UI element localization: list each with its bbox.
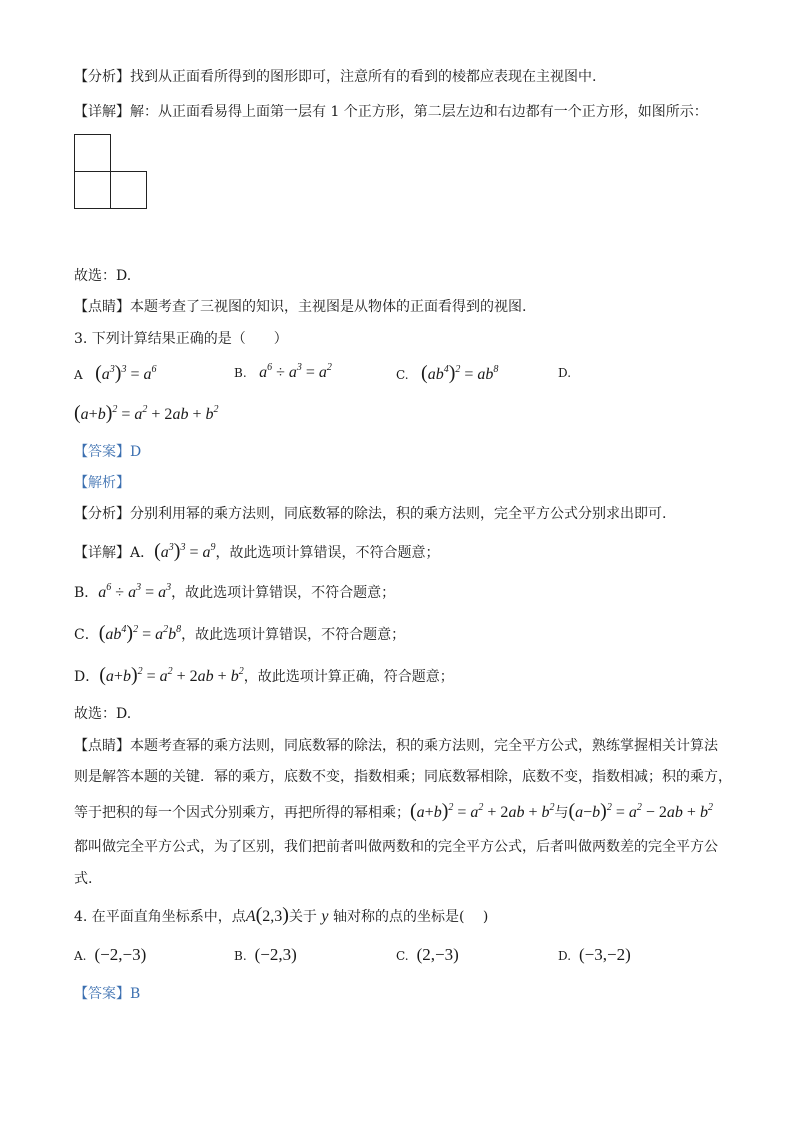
q3-option-b: B. $a^6 \div a^3 = a^2$ <box>234 362 332 381</box>
q3-detail-a: 【详解】A．$(a^3)^3 = a^9$，故此选项计算错误，不符合题意； <box>74 540 440 562</box>
front-view-figure <box>74 134 150 214</box>
q3-detail-b: B．$a^6 \div a^3 = a^3$，故此选项计算错误，不符合题意； <box>74 582 396 601</box>
q3-option-d-formula: $(a+b)^2 = a^2 + 2ab + b^2$ <box>74 402 219 424</box>
figure-bottom-right-square <box>110 171 147 209</box>
q3-comment-line-5: 式. <box>74 871 93 887</box>
figure-bottom-left-square <box>74 171 111 209</box>
q3-option-c: C. $(ab^4)^2 = ab^8$ <box>396 362 499 384</box>
q3-comment-line-2: 则是解答本题的关键．幂的乘方，底数不变，指数相乘；同底数幂相除，底数不变，指数相减；积的乘方， <box>74 769 732 785</box>
q2-comment: 【点睛】本题考查了三视图的知识，主视图是从物体的正面看得到的视图. <box>74 299 527 315</box>
q4-option-d: D. (−3,−2) <box>558 945 631 964</box>
figure-top-square <box>74 134 111 172</box>
q3-comment-line-3: 等于把积的每一个因式分别乘方，再把所得的幂相乘；$(a+b)^2 = a^2 + 2ab + b^2$与$(a-b)^2 = a^2 - 2ab + b^2$ <box>74 800 713 822</box>
q2-choose: 故选：D. <box>74 268 132 284</box>
q3-comment-line-4: 都叫做完全平方公式，为了区别，我们把前者叫做两数和的完全平方公式，后者叫做两数差的完全平方公 <box>74 839 718 855</box>
q4-option-c: C. (2,−3) <box>396 945 459 964</box>
q3-detail-c: C．$(ab^4)^2 = a^2b^8$，故此选项计算错误，不符合题意； <box>74 622 406 644</box>
q2-analysis: 【分析】找到从正面看所得到的图形即可，注意所有的看到的棱都应表现在主视图中. <box>74 69 597 85</box>
q3-option-d: D. <box>558 366 572 380</box>
q3-answer: 【答案】D <box>74 444 142 460</box>
q3-comment-line-1: 【点睛】本题考查幂的乘方法则，同底数幂的除法，积的乘方法则，完全平方公式，熟练掌握相关计算法 <box>74 738 718 754</box>
q4-option-a: A. (−2,−3) <box>74 945 147 964</box>
q4-option-b: B. (−2,3) <box>234 945 297 964</box>
q3-option-a: A $(a^3)^3 = a^6$ <box>74 362 157 384</box>
q3-analysis: 【分析】分别利用幂的乘方法则，同底数幂的除法，积的乘方法则，完全平方公式分别求出即可. <box>74 506 667 522</box>
q4-answer: 【答案】B <box>74 986 141 1002</box>
q3-jiexi: 【解析】 <box>74 475 130 491</box>
q3-choose: 故选：D. <box>74 706 132 722</box>
q3-stem: 3. 下列计算结果正确的是（ ） <box>74 331 288 347</box>
q2-detail: 【详解】解：从正面看易得上面第一层有 1 个正方形，第二层左边和右边都有一个正方形，如图所示： <box>74 104 708 120</box>
q4-stem: 4. 在平面直角坐标系中，点A(2,3)关于 y 轴对称的点的坐标是( ) <box>74 904 489 926</box>
q3-detail-d: D．$(a+b)^2 = a^2 + 2ab + b^2$，故此选项计算正确，符合题意； <box>74 664 454 686</box>
